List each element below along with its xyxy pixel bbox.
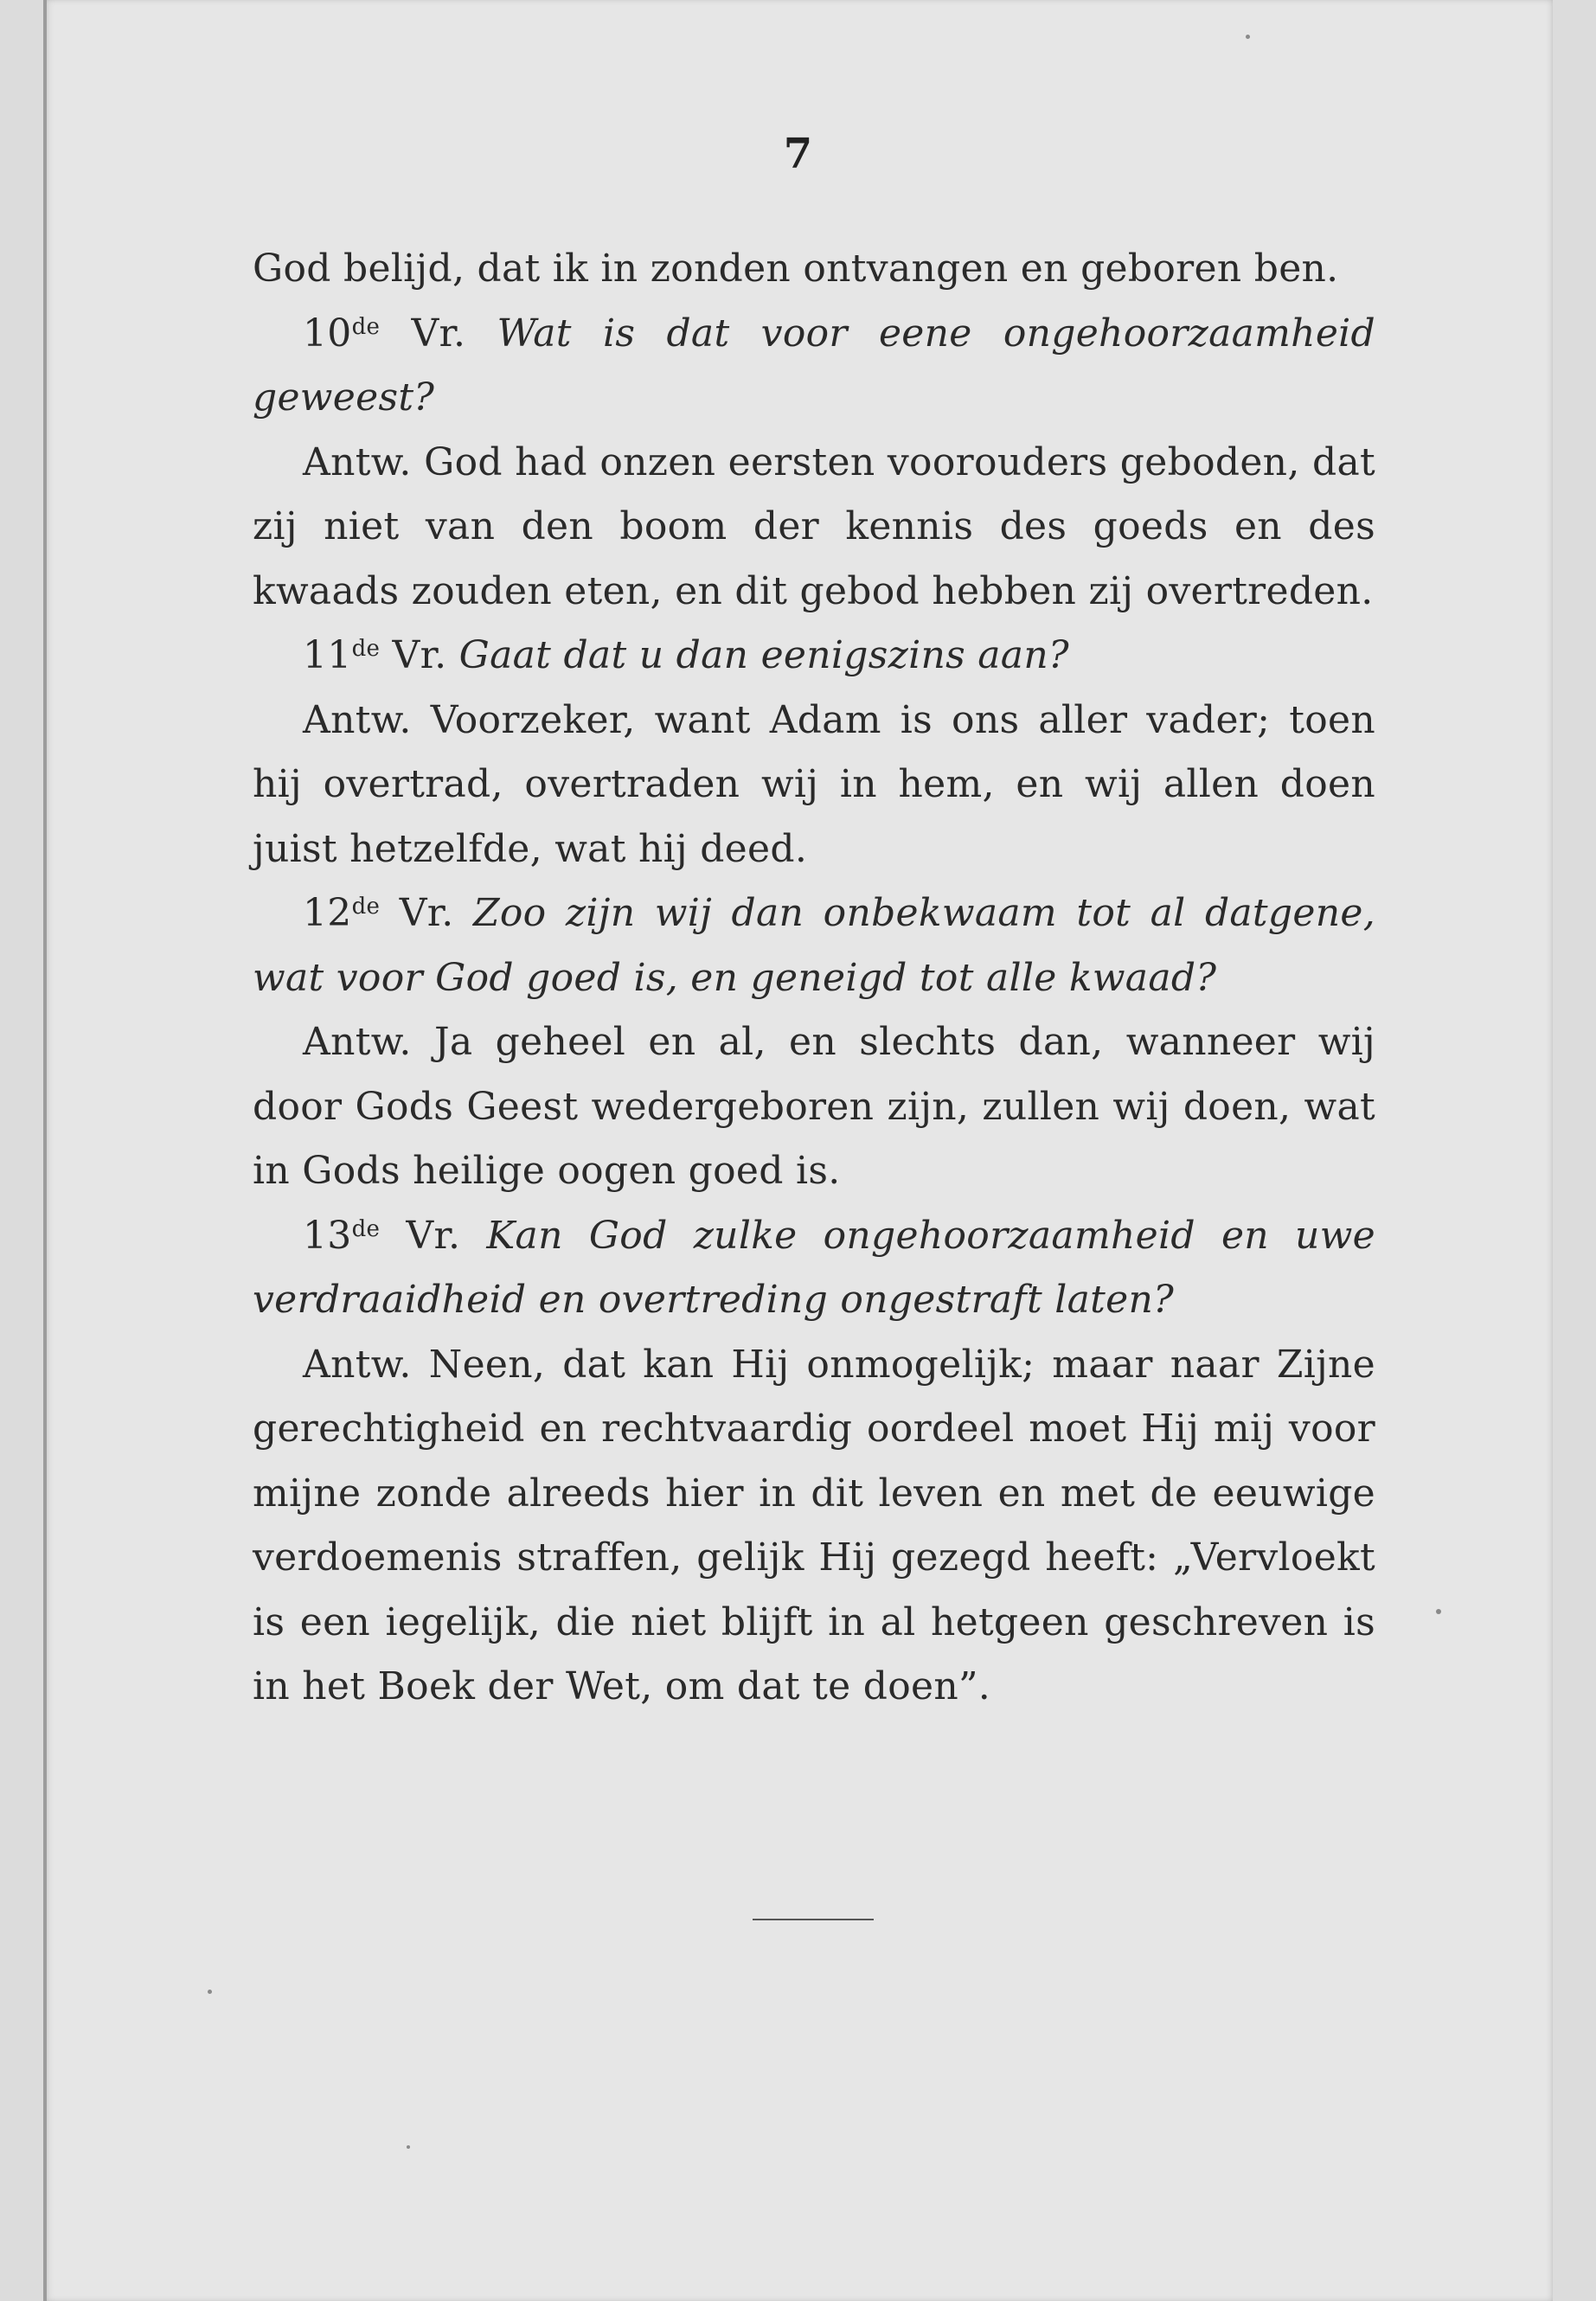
answer-label: Antw. xyxy=(303,697,412,742)
paper-speck xyxy=(208,1990,212,1994)
question-ordinal: de xyxy=(351,636,381,662)
paper-speck xyxy=(1436,1609,1441,1614)
question-text: Wat is dat voor eene ongehoorzaamheid geweest? xyxy=(253,311,1375,420)
answer-12 xyxy=(253,1010,1375,1204)
section-divider xyxy=(753,1919,874,1920)
paper-speck xyxy=(407,2145,410,2149)
paragraph-continuation xyxy=(253,237,1375,302)
question-label: Vr. xyxy=(380,891,474,935)
question-ordinal: de xyxy=(351,1215,381,1242)
answer-text: God had onzen eersten voorouders geboden, dat zij niet van den boom der kennis des goeds en des kwaads zouden eten, en dit gebod hebben zij overtreden. xyxy=(253,439,1375,613)
question-label: Vr. xyxy=(380,1213,487,1258)
question-11 xyxy=(253,624,1375,689)
question-text: Zoo zijn wij dan onbekwaam tot al datgene, wat voor God goed is, en geneigd tot alle kwaad? xyxy=(253,891,1375,1000)
question-label: Vr. xyxy=(380,311,497,356)
question-ordinal: de xyxy=(351,894,381,920)
question-12 xyxy=(253,881,1375,1010)
answer-text: Ja geheel en al, en slechts dan, wanneer wij door Gods Geest wedergeboren zijn, zullen wij doen, wat in Gods heilige oogen goed is. xyxy=(253,1020,1375,1193)
question-number: 13 xyxy=(303,1213,352,1258)
question-number: 12 xyxy=(303,891,352,935)
page-edge xyxy=(43,0,47,2301)
question-number: 11 xyxy=(303,633,352,677)
question-label: Vr. xyxy=(380,633,459,677)
answer-text: Neen, dat kan Hij onmogelijk; maar naar Zijne gerechtigheid en rechtvaardig oordeel moet Hij mij voor mijne zonde alreeds hier in dit leven en met de eeuwige verdoemenis straffen, gelijk Hij gezegd heeft: „Vervloekt is een iegelijk, die niet blijft in al hetgeen geschreven is in het Boek der Wet, om dat te doen”. xyxy=(253,1342,1375,1708)
question-10 xyxy=(253,302,1375,431)
answer-label: Antw. xyxy=(303,1020,412,1064)
question-text: Gaat dat u dan eenigszins aan? xyxy=(458,633,1069,677)
paragraph-text: God belijd, dat ik in zonden ontvangen en geboren ben. xyxy=(253,247,1339,291)
question-number: 10 xyxy=(303,311,352,356)
answer-11 xyxy=(253,689,1375,882)
question-text: Kan God zulke ongehoorzaamheid en uwe verdraaidheid en overtreding ongestraft laten? xyxy=(253,1213,1375,1322)
answer-label: Antw. xyxy=(303,439,412,484)
answer-label: Antw. xyxy=(303,1342,412,1387)
question-13 xyxy=(253,1204,1375,1333)
answer-10 xyxy=(253,431,1375,625)
answer-13 xyxy=(253,1333,1375,1720)
page-text xyxy=(253,237,1375,1720)
page-number: 7 xyxy=(783,130,813,178)
question-ordinal: de xyxy=(351,313,381,340)
answer-text: Voorzeker, want Adam is ons aller vader; toen hij overtrad, overtraden wij in hem, en wij allen doen juist hetzelfde, wat hij deed. xyxy=(253,697,1375,871)
paper-speck xyxy=(1246,35,1250,39)
